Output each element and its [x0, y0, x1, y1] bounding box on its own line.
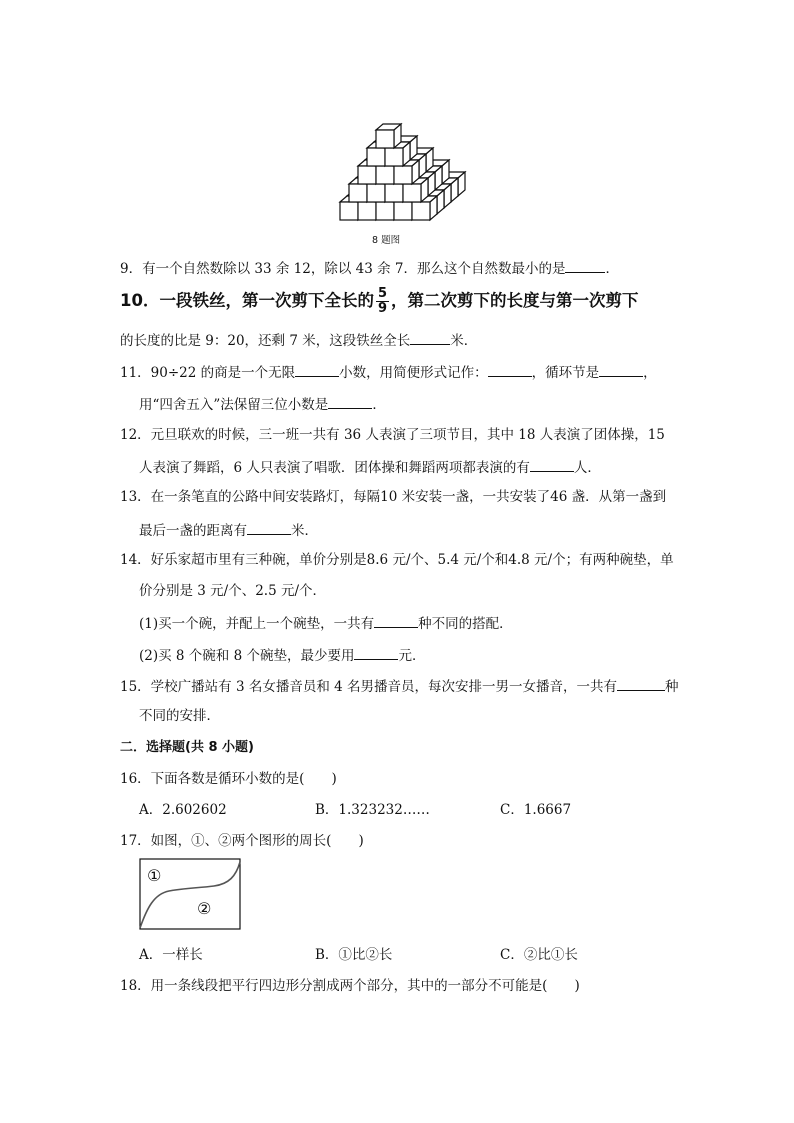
answer-blank[interactable]: [295, 362, 339, 377]
fraction-numerator: 5: [377, 286, 388, 301]
question-10-text-a: 10．一段铁丝，第一次剪下全长的: [120, 291, 374, 310]
option-c[interactable]: C．1.6667: [500, 802, 572, 818]
question-11-line2: [139, 394, 386, 414]
answer-blank[interactable]: [488, 362, 532, 377]
question-11-text-c: ，循环节是: [531, 365, 600, 381]
question-9: [120, 258, 619, 278]
question-9-text: 9．有一个自然数除以 33 余 12，除以 43 余 7．那么这个自然数最小的是: [120, 261, 566, 277]
question-10-text-b: ，第二次剪下的长度与第一次剪下: [391, 291, 639, 310]
cube-face: [385, 148, 403, 166]
question-15: [120, 676, 679, 696]
question-12-unit: 人．: [573, 460, 601, 476]
answer-blank[interactable]: [354, 645, 398, 660]
question-14-sub2: [139, 645, 425, 665]
question-12: 12．元旦联欢的时候，三一班一共有 36 人表演了三项节目，其中 18 人表演了团体操，15: [120, 427, 665, 443]
question-13-unit: 米．: [291, 523, 318, 539]
figure-caption: 8 题图: [372, 235, 401, 246]
question-13-line2: [139, 520, 318, 540]
region-label-2: ②: [197, 899, 212, 918]
question-15-text: 15．学校广播站有 3 名女播音员和 4 名男播音员，每次安排一男一女播音，一共有: [120, 679, 618, 695]
question-15-line2: 不同的安排．: [139, 708, 220, 724]
question-13-line2-text: 最后一盏的距离有: [139, 523, 247, 539]
question-14-line2: 价分别是 3 元/个、2.5 元/个．: [139, 583, 327, 599]
cube-face: [394, 202, 412, 220]
fraction-5-9: [376, 287, 389, 316]
question-11-text-a: 11．90÷22 的商是一个无限: [120, 365, 296, 381]
question-11: [120, 362, 657, 382]
question-17: 17．如图，①、②两个图形的周长( ): [120, 833, 364, 849]
answer-blank[interactable]: [410, 330, 450, 345]
cube-face: [376, 130, 394, 148]
question-10-line2: [120, 330, 477, 350]
answer-blank[interactable]: [328, 394, 372, 409]
answer-blank[interactable]: [617, 676, 665, 691]
question-14: 14．好乐家超市里有三种碗，单价分别是8.6 元/个、5.4 元/个和4.8 元/个；有两种碗垫，单: [120, 552, 674, 568]
question-14-sub2-end: 元．: [398, 648, 426, 664]
cube-face: [376, 166, 394, 184]
question-12-line2: [139, 457, 601, 477]
cube-pyramid-figure: [330, 92, 500, 232]
region-label-1: ①: [147, 866, 162, 885]
option-b[interactable]: B．1.323232……: [315, 802, 430, 818]
cube-face: [394, 166, 412, 184]
fraction-denominator: 9: [377, 301, 388, 316]
question-18: 18．用一条线段把平行四边形分割成两个部分，其中的一部分不可能是( ): [120, 978, 580, 994]
section-title: 二．选择题(共 8 小题): [120, 740, 254, 755]
question-10: [120, 283, 639, 319]
question-15-unit: 种: [665, 679, 679, 695]
option-a[interactable]: A．一样长: [139, 947, 203, 963]
cube-face: [412, 202, 430, 220]
question-11-text-d: ，: [643, 365, 657, 381]
option-c[interactable]: C．②比①长: [500, 947, 578, 963]
option-a[interactable]: A．2.602602: [139, 802, 227, 818]
question-13: 13．在一条笔直的公路中间安装路灯，每隔10 米安装一盏，一共安装了46 盏．从第一盏到: [120, 489, 667, 505]
question-12-line2-text: 人表演了舞蹈，6 人只表演了唱歌．团体操和舞蹈两项都表演的有: [139, 460, 530, 476]
question-11-end: ．: [372, 397, 386, 413]
answer-blank[interactable]: [247, 520, 291, 535]
cube-face: [358, 202, 376, 220]
question-9-end: ．: [605, 261, 619, 277]
question-11-text-b: 小数，用简便形式记作：: [339, 365, 488, 381]
question-11-line2-text: 用“四舍五入”法保留三位小数是: [139, 397, 329, 413]
cube-face: [367, 148, 385, 166]
question-14-sub1-text: (1)买一个碗，并配上一个碗垫，一共有: [139, 616, 375, 632]
cube-face: [358, 166, 376, 184]
question-14-sub2-text: (2)买 8 个碗和 8 个碗垫，最少要用: [139, 648, 355, 664]
question-16: 16．下面各数是循环小数的是( ): [120, 771, 337, 787]
cube-face: [367, 184, 385, 202]
question-14-sub1-end: 种不同的搭配．: [418, 616, 513, 632]
answer-blank[interactable]: [599, 362, 643, 377]
option-b[interactable]: B．①比②长: [315, 947, 393, 963]
cube-face: [376, 202, 394, 220]
answer-blank[interactable]: [374, 613, 418, 628]
cube-face: [349, 184, 367, 202]
question-10-line2-text: 的长度的比是 9：20，还剩 7 米，这段铁丝全长: [120, 333, 411, 349]
perimeter-figure: [139, 858, 241, 930]
question-10-unit: 米．: [450, 333, 478, 349]
cube-face: [403, 184, 421, 202]
cube-face: [385, 184, 403, 202]
cube-face: [340, 202, 358, 220]
answer-blank[interactable]: [565, 258, 605, 273]
answer-blank[interactable]: [530, 457, 574, 472]
question-14-sub1: [139, 613, 513, 633]
